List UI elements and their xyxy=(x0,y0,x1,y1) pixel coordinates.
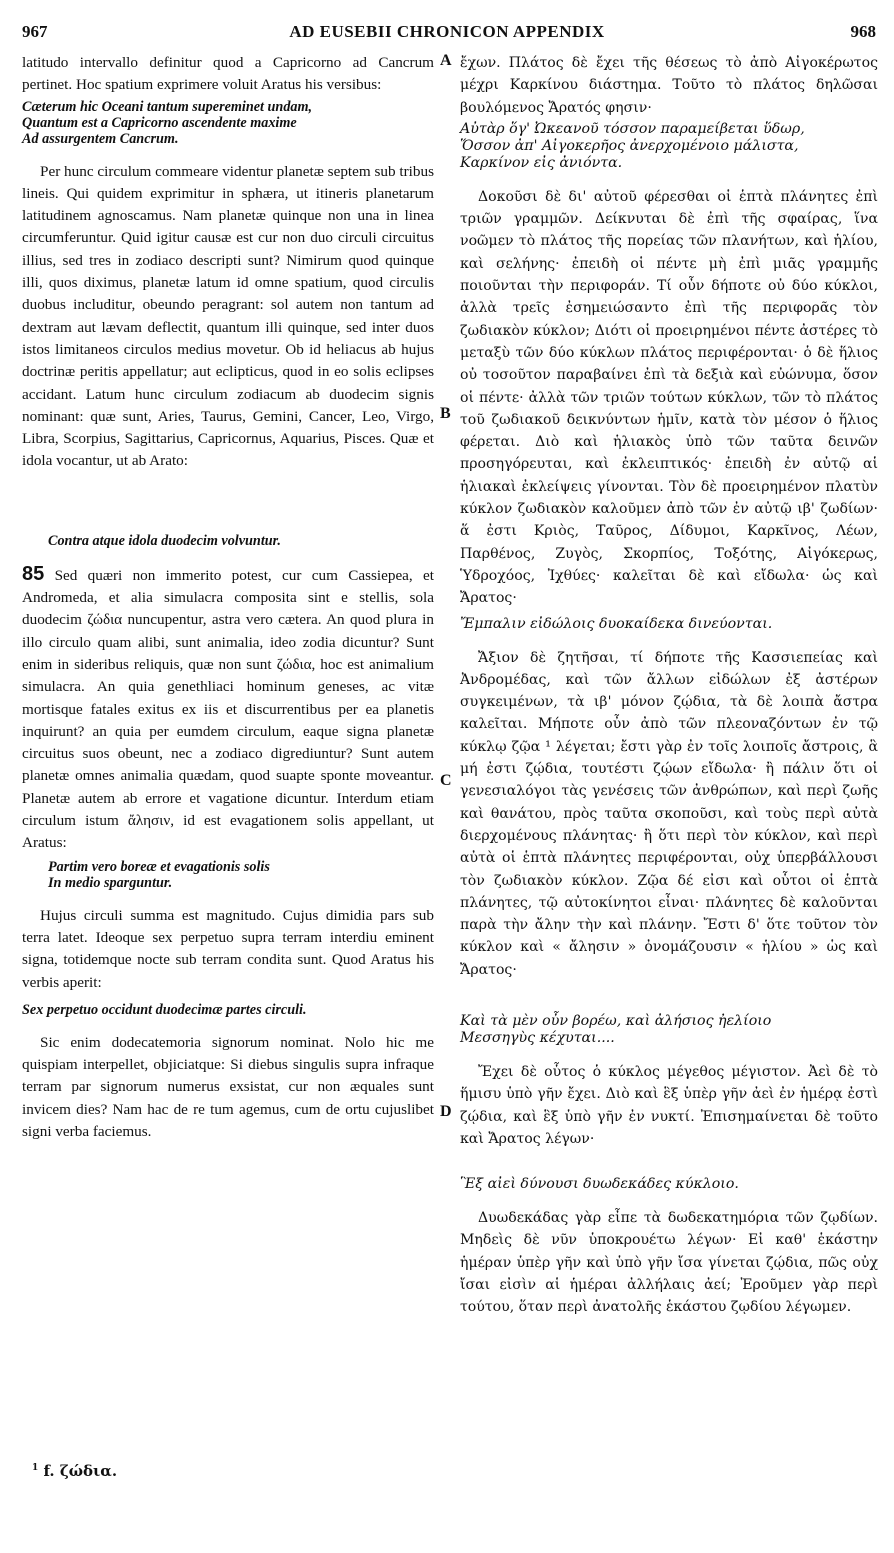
footnote-text: f. ζώδια. xyxy=(43,1462,118,1480)
latin-paragraph-2: Per hunc circulum commeare videntur planetæ septem sub tribus lineis. Qui quidem exprimitur in sphæra, ut itineris planetarum latitudinem agnoscamus. Nam planetæ quinque non una in linea circumferuntur. Quid igitur causæ est cur non duo circuli circuitus illius, sed tres in zodiaco descripti sunt? Nimirum quod quinque illi, quos diximus, planetæ latum id omne spatium, quod circulis duobus includitur, obeundo peragrant: sol autem non tantum ad dextram aut lævam deflectit, quantum illi quinque, sed inter duos istos limitaneos circulos medius movetur. Ob id heliacus ab hujus doctrinæ peritis appellatur; aut eclipticus, quod in eo solis eclipses accidant. Latum hunc circulum zodiacum ab duodecim signis nominant: quæ sunt, Aries, Taurus, Gemini, Cancer, Leo, Virgo, Libra, Scorpius, Sagittarius, Capricornus, Aquarius, Pisces. Quæ et idola vocantur, ut ab Arato: xyxy=(22,162,434,470)
latin-paragraph-5: Sic enim dodecatemoria signorum nominat. Nolo hic me quispiam interpellet, objiciatque: Si diebus singulis supra infraque terram par signorum numerus exsistat, cur non æquales sunt invicem dies? Nam hac de re tum agemus, cum de ortu cujuslibet signi verba faciemus. xyxy=(22,1033,434,1140)
margin-letter-b: B xyxy=(440,405,451,422)
footnote-mark: 1 xyxy=(32,1463,39,1473)
page-number-left: 967 xyxy=(22,22,48,41)
latin-verse-3 xyxy=(22,859,434,891)
greek-column xyxy=(460,52,878,1319)
section-number: 85 xyxy=(22,562,45,585)
verse-line: Cæterum hic Oceani tantum supereminet undam, xyxy=(22,98,313,115)
running-title: AD EUSEBII CHRONICON APPENDIX xyxy=(289,22,605,41)
greek-paragraph-1: ἔχων. Πλάτος δὲ ἔχει τῆς θέσεως τὸ ἀπὸ Αἰγοκέρωτος μέχρι Καρκίνου διάστημα. Τοῦτο τὸ πλάτος δηλῶσαι βουλόμενος Ἄρατός φησιν· xyxy=(460,55,878,116)
greek-paragraph-4: Ἔχει δὲ οὗτος ὁ κύκλος μέγεθος μέγιστον. Ἀεὶ δὲ τὸ ἥμισυ ὑπὸ γῆν ἔχει. Διὸ καὶ ἓξ ὑπὲρ γῆν ἀεὶ ἐν ἡμέρᾳ ἐστὶ ζῴδια, καὶ ἓξ ὑπὸ γῆν ἐν νυκτί. Ἐπισημαίνεται δὲ τοῦτο καὶ Ἄρατος λέγων· xyxy=(460,1063,878,1147)
verse-line: Καρκίνον εἰς ἀνιόντα. xyxy=(460,154,623,171)
verse-line: Ἔμπαλιν εἰδώλοις δυοκαίδεκα δινεύονται. xyxy=(460,615,773,632)
latin-paragraph-1: latitudo intervallo definitur quod a Capricorno ad Cancrum pertinet. Hoc spatium exprimere voluit Aratus his versibus: xyxy=(22,54,434,94)
margin-letter-a: A xyxy=(440,52,452,69)
verse-line: Αὐτὰρ ὅγ' Ὠκεανοῦ τόσσον παραμείβεται ὕδωρ, xyxy=(460,120,805,137)
verse-line: Ἓξ αἰεὶ δύνουσι δυωδεκάδες κύκλοιο. xyxy=(460,1176,739,1193)
verse-line: Contra atque idola duodecim volvuntur. xyxy=(48,532,281,549)
latin-column xyxy=(22,52,434,1143)
verse-line: In medio sparguntur. xyxy=(48,874,173,891)
greek-paragraph-3: Ἄξιον δὲ ζητῆσαι, τί δήποτε τῆς Κασσιεπείας καὶ Ἀνδρομέδας, καὶ τῶν ἄλλων εἰδώλων ἐξ ἀστέρων συγκειμένων, τὰ ιβ' μόνον ζῴδια, τὰ δὲ λοιπὰ ἄστρα καλεῖται. Μήποτε οὖν ἀπὸ τῶν πλεοναζόντων ἐν τῷ κύκλῳ ζῷα ¹ λέγεται; ἔστι γὰρ ἐν τοῖς λοιποῖς ἄστροις, ἃ μή ἐστι ζῴδια, τουτέστι ζῴων εἴδωλα· ἢ πάλιν ὅτι οἱ γενεσιαλόγοι τὰς γενέσεις τῶν ἀνθρώπων, καὶ περὶ ζωῆς καὶ θανάτου, πρὸς ταῦτα σκοποῦσι, καὶ τοὺς περὶ αὐτὰ διερχομένους πλάνητας· ἢ ὅτι περὶ τὸν κύκλον, καὶ περὶ αὐτὰ οἱ ἑπτὰ πλάνητες περιφέρονται, οὐχ ὑπερβάλλουσι τὸν ζωδιακὸν κύκλον. Ζῷα δέ εἰσι καὶ οὗτοι οἱ ἑπτὰ πλάνητες, τῷ αὐτοκίνητοι εἶναι· πλάνητες δὲ καλοῦνται παρὰ τὴν ἄλην τὴν καὶ πλάνην. Ἔστι δ' ὅτε τοῦτον τὸν κύκλον καὶ « ἄλησιν » ὀνομάζουσιν « ἡλίου » ὡς καὶ Ἄρατος· xyxy=(460,649,878,978)
verse-line: Μεσσηγὺς κέχυται.... xyxy=(460,1029,615,1046)
verse-line: Quantum est a Capricorno ascendente maxime xyxy=(22,114,297,131)
latin-verse-1 xyxy=(22,99,434,147)
greek-verse-2 xyxy=(460,616,878,633)
page-header xyxy=(0,22,894,50)
latin-paragraph-3-text: Sed quæri non immerito potest, cur cum Cassiepea, et Andromeda, et alia simulacra composita sint e stellis, sola duodecim ζώδια nuncupentur, astra vero cætera. An quod plura in illo circulo quam alibi, sunt animalia, ideo zodia dicuntur? Sunt enim in sideribus reliquis, quæ non sunt ζώδια, hoc est animalium simulacra. An quia genethliaci hominum geneses, ac vitæ mortisque fatales exitus ex iis et discurrentibus per ea planetis inquirunt? an quia per eumdem circulum, eaque signa planetæ circuitus suos obeunt, nec a zodiaco digrediuntur? Sunt autem planetæ omnes animalia quædam, quod suapte sponte moveantur. Planetæ autem ab errore et vagatione dicuntur. Interdum etiam circulum istum ἄλησιν, id est evagationem solis appellant, ut Aratus: xyxy=(22,566,434,852)
greek-verse-4 xyxy=(460,1176,878,1193)
verse-line: Ὅσσον ἀπ' Αἰγοκερῆος ἀνερχομένοιο μάλιστα, xyxy=(460,137,799,154)
latin-verse-4 xyxy=(22,1002,434,1018)
margin-letter-d: D xyxy=(440,1103,452,1120)
footnote xyxy=(32,1462,117,1480)
latin-verse-2 xyxy=(22,533,434,549)
greek-verse-3 xyxy=(460,1013,878,1047)
page-number-right: 968 xyxy=(850,22,876,41)
verse-line: Partim vero boreæ et evagationis solis xyxy=(48,858,270,875)
verse-line: Καὶ τὰ μὲν οὖν βορέω, καὶ ἀλήσιος ἠελίοιο xyxy=(460,1012,772,1029)
greek-verse-1 xyxy=(460,121,878,172)
latin-paragraph-3 xyxy=(22,563,434,855)
greek-paragraph-2: Δοκοῦσι δὲ δι' αὐτοῦ φέρεσθαι οἱ ἑπτὰ πλάνητες ἐπὶ τριῶν γραμμῶν. Δείκνυται δὲ ἐπὶ τῆς σφαίρας, ἵνα νοῶμεν τὸ πλάτος τῆς πορείας τῶν πλανήτων, καὶ ἡλίου, καὶ σελήνης· ἐπειδὴ οἱ πέντε μὴ ἐπὶ μιᾶς γραμμῆς ποιοῦνται τὴν περιφοράν. Τί οὖν δήποτε οὐ δύο κύκλοι, ἀλλὰ τρεῖς ἐσημειώσαντο ἐπὶ τῆς περιφορᾶς τὸν ζωδιακὸν κύκλον; Διότι οἱ προειρημένοι πέντε ἀστέρες τὸ μεταξὺ τῶν δύο κύκλων πλάτος περιφέρονται· ὁ δὲ ἥλιος οὐ τοσοῦτον παραβαίνει ἐπὶ τὰ δεξιὰ καὶ εὐώνυμα, ὅσον οἱ πέντε· ἀλλὰ τῶν τριῶν τούτων κύκλων, τῶν τὸ πλάτος τοῦ ζωδιακοῦ δεικνύντων ἡμῖν, κατὰ τὸν μέσον ὁ ἥλιος φέρεται. Διὸ καὶ ἡλιακὸς ὑπὸ τῶν ταῦτα δεινῶν προσηγόρευται, καὶ ἐκλειπτικός· ἐπειδὴ ἐν αὐτῷ αἱ ἡλιακαὶ ἐκλείψεις γίνονται. Τὸν δὲ προειρημένον πλατὺν κύκλον ζωδιακὸν καλοῦμεν ἀπὸ τῶν ἐν αὐτῷ ιβ' ζωδίων· ἅ ἐστι Κριὸς, Ταῦρος, Δίδυμοι, Καρκῖνος, Λέων, Παρθένος, Ζυγὸς, Σκορπίος, Τοξότης, Αἰγόκερως, Ὑδροχόος, Ἰχθύες· καλεῖται δὲ καὶ εἴδωλα· ὡς καὶ Ἄρατος· xyxy=(460,188,878,607)
verse-line: Ad assurgentem Cancrum. xyxy=(22,130,179,147)
greek-paragraph-5: Δυωδεκάδας γὰρ εἶπε τὰ δωδεκατημόρια τῶν ζῳδίων. Μηδεὶς δὲ νῦν ὑποκρουέτω λέγων· Εἰ καθ' ἑκάστην ἡμέραν ὑπὲρ γῆν καὶ ὑπὸ γῆν ἴσα γίνεται ζῴδια, πῶς οὐχ ἴσαι εἰσὶν αἱ ἡμέραι ἀλλήλαις ἀεί; Ἐροῦμεν γὰρ περὶ τούτου, ὅταν περὶ ἀνατολῆς ἑκάστου ζῳδίου λέγωμεν. xyxy=(460,1210,878,1316)
latin-paragraph-4: Hujus circuli summa est magnitudo. Cujus dimidia pars sub terra latet. Ideoque sex perpetuo supra terram interdiu eminent signa, totidemque nocte sub terram condita sunt. Quod Aratus his verbis aperit: xyxy=(22,906,434,991)
verse-line: Sex perpetuo occidunt duodecimæ partes circuli. xyxy=(22,1001,307,1018)
margin-letter-c: C xyxy=(440,772,452,789)
